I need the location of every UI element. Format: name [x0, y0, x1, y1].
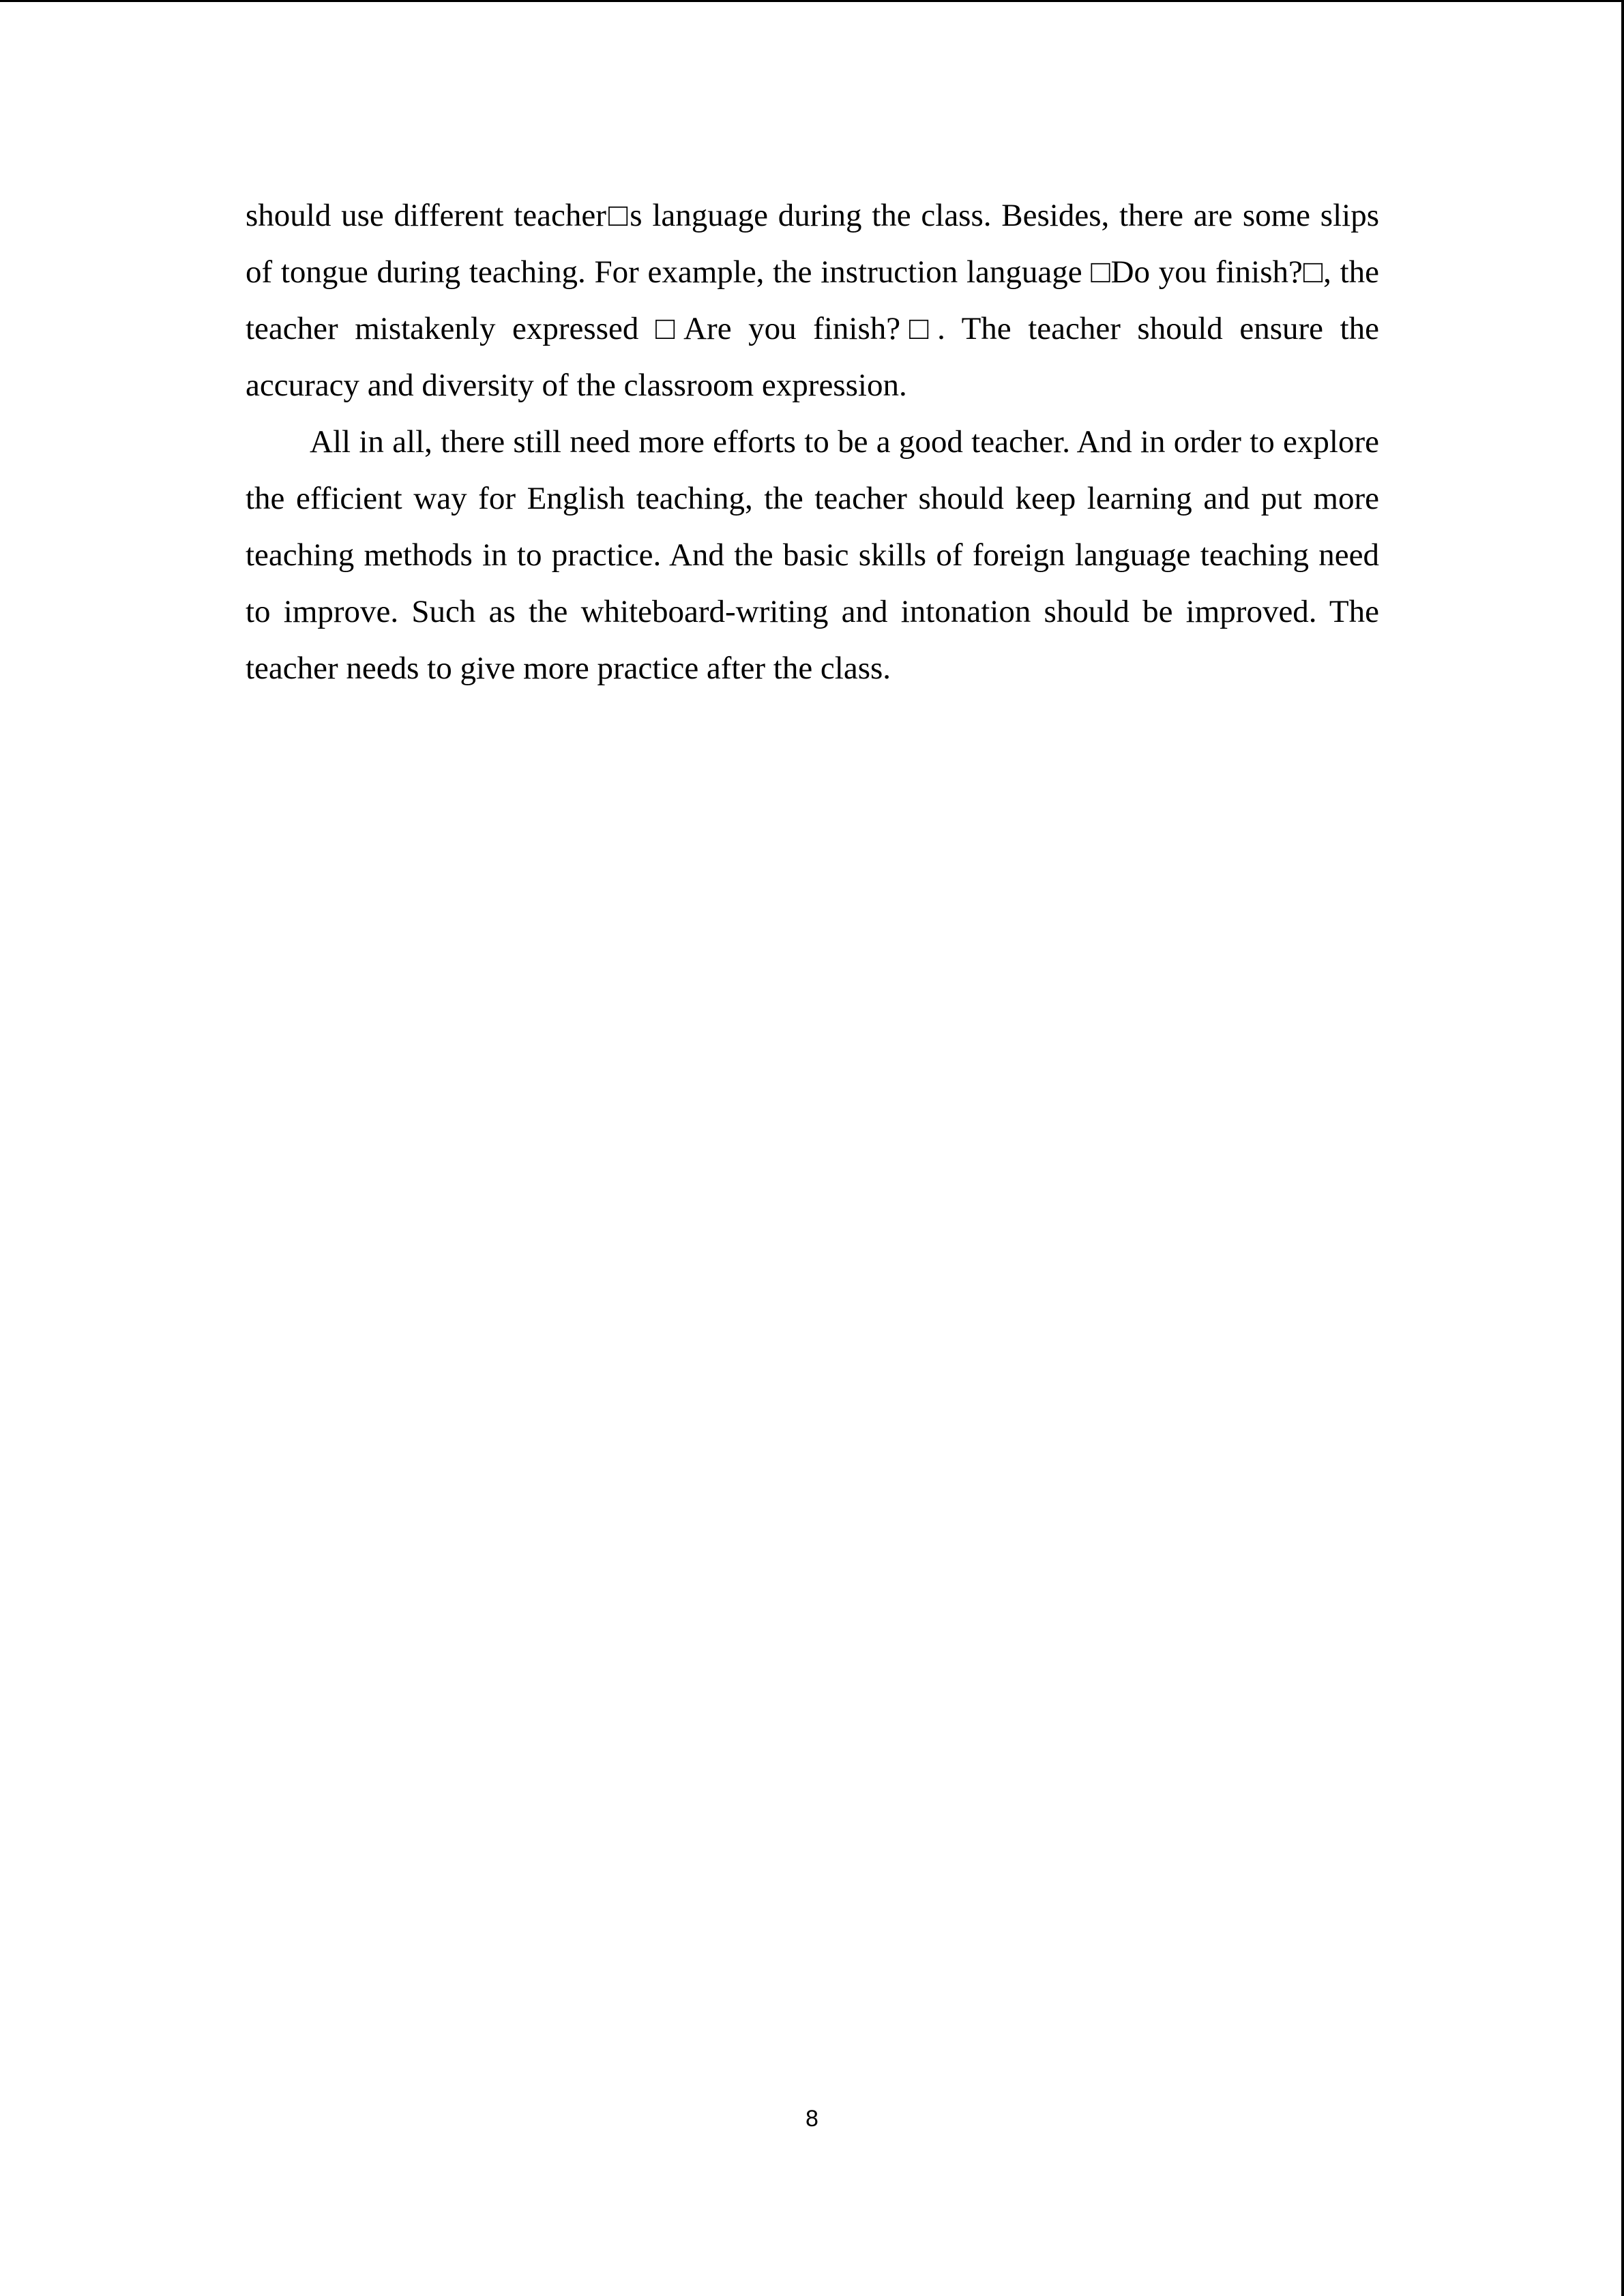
page-number: 8: [806, 2106, 818, 2132]
paragraph-continued: should use different teacher□s language during the class. Besides, there are some slips of tongue during teaching. For example, the instruction language □Do you finish?□, the teacher mistakenly expressed □Are you finish?□. The teacher should ensure the accuracy and diversity of the classroom expression.: [246, 198, 1379, 403]
body-text: [246, 188, 1379, 697]
paragraph-conclusion: All in all, there still need more efforts to be a good teacher. And in order to explore the efficient way for English teaching, the teacher should keep learning and put more teaching methods in to practice. And the basic skills of foreign language teaching need to improve. Such as the whiteboard-writing and intonation should be improved. The teacher needs to give more practice after the class.: [246, 424, 1379, 686]
